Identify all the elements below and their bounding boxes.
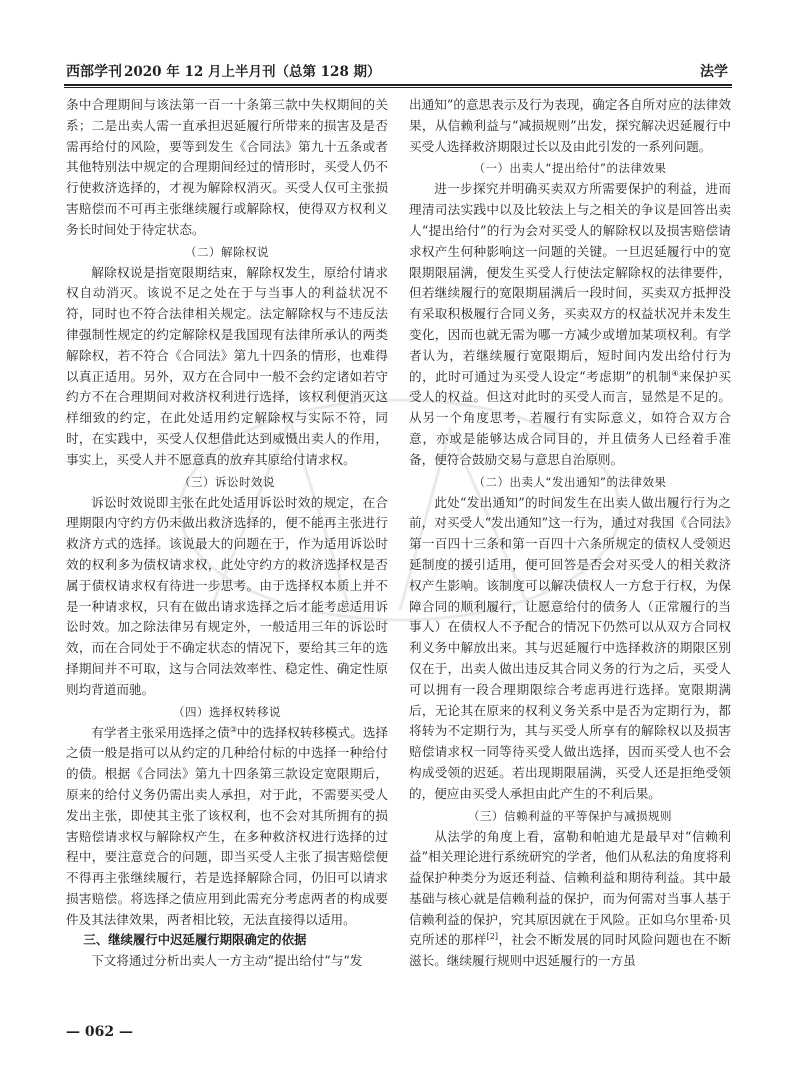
paragraph: 此处“发出通知”的时间发生在出卖人做出履行行为之前，对买受人“发出通知”这一行为，通过对我国《合同法》第一百四十三条和第一百四十六条所规定的债权人受领迟延制度的援引适用，便可回答是否会对买受人的相关救济权产生影响。该制度可以解决债权人一方怠于行权，为保障合同的顺利履行，让愿意给付的债务人（正常履行的当事人）在债权人不予配合的情况下仍然可以从双方合同权利义务中解放出来。其与迟延履行中选择救济的期限区别仅在于，出卖人做出违反其合同义务的行为之后，买受人可以拥有一段合理期限综合考虑再进行选择。宽限期满后，无论其在原来的权利义务关系中是否为定期行为，都将转为不定期行为，其与买受人所享有的解除权以及损害赔偿请求权一同等待买受人做出选择，因而买受人也不会构成受领的迟延。若出现期限届满，买受人还是拒绝受领的，便应由买受人承担由此产生的不利后果。: [409, 494, 731, 801]
paragraph: 出通知”的意思表示及行为表现，确定各自所对应的法律效果，从信赖利益与“减损规则”出发，探究解决迟延履行中买受人选择救济期限过长以及由此引发的一系列问题。: [409, 97, 731, 154]
paragraph-text: 进一步探究并明确买卖双方所需要保护的利益，进而理清司法实践中以及比较法上与之相关的争议是回答出卖人“提出给付”的行为会对买受人的解除权以及损害赔偿请求权产生何种影响这一问题的关键。一旦迟延履行中的宽限期限届满，便发生买受人行使法定解除权的法律要件，但若继续履行的宽限期届满后一段时间，买卖双方抵押没有采取积极履行合同义务，买卖双方的权益状况并未发生变化，因而也就无需为哪一方减少或增加某项权利。有学者认为，若继续履行宽限期后，短时间内发出给付行为的，此时可通过为买受人设定“考虑期”的机制: [409, 181, 731, 384]
paragraph-text: 有学者主张采用选择之债: [91, 724, 230, 740]
header-rule: [64, 84, 732, 86]
left-column: [66, 95, 388, 972]
section-label: 法学: [700, 64, 728, 80]
subsection-heading: （二）出卖人“发出通知”的法律效果: [473, 474, 667, 489]
subsection-heading: （一）出卖人“提出给付”的法律效果: [473, 161, 667, 176]
subsection-heading: （二）解除权说: [185, 244, 269, 259]
paragraph-text: ，社会不断发展的同时风险问题也在不断滋长。继续履行规则中迟延履行的一方虽: [409, 932, 732, 969]
reference-marker: [2]: [486, 932, 499, 942]
paragraph-text: 从法学的角度上看，富勒和帕迪尤是最早对“信赖利益”相关理论进行系统研究的学者，他们从私法的角度将利益保护种类分为返还利益、信赖利益和期待利益。其中最基础与核心就是信赖利益的保护，而为何需对当事人基于信赖利益的保护，究其原因就在于风险。正如乌尔里希·贝克所述的那样: [409, 828, 731, 948]
paragraph: [409, 827, 731, 973]
journal-logo: 西部学刊: [66, 64, 122, 80]
issue-info: 2020 年 12 月上半月刊（总第 128 期）: [124, 64, 381, 80]
paragraph: 解除权说是指宽限期结束，解除权发生，原给付请求权自动消灭。该说不足之处在于与当事人的利益状况不符，同时也不符合法律相关规定。法定解除权与不违反法律强制性规定的约定解除权是我国现有法律所承认的两类解除权，若不符合《合同法》第九十四条的情形，也难得以真正适用。另外，双方在合同中一般不会约定诸如若守约方不在合理期间对救济权利进行选择，该权利便消灭这样细致的约定，在此处适用约定解除权与实际不符，同时，在实践中，买受人仅想借此达到威慑出卖人的作用，事实上，买受人并不愿意真的放弃其原给付请求权。: [66, 264, 388, 467]
subsection-heading: （三）信赖利益的平等保护与减损规则: [468, 808, 672, 823]
paragraph: [66, 723, 388, 931]
paragraph: 诉讼时效说即主张在此处适用诉讼时效的规定，在合理期限内守约方仍未做出救济选择的，便不能再主张进行救济方式的选择。该说最大的问题在于，作为适用诉讼时效的权利多为债权请求权，此处守约方的救济选择权是否属于债权请求权有待进一步思考。由于选择权本质上并不是一种请求权，只有在做出请求选择之后才能考虑适用诉讼时效。加之除法律另有规定外，一般适用三年的诉讼时效，而在合同处于不确定状态的情况下，要给其三年的选择期间并不可取，这与合同法效率性、稳定性、确定性原则均背道而驰。: [66, 494, 388, 697]
header-rule-thin: [64, 87, 732, 88]
right-column: [409, 95, 731, 972]
footnote-marker: ③: [229, 724, 237, 734]
page-number: — 062 —: [66, 1024, 133, 1040]
page-header: [64, 62, 732, 84]
subsection-heading: （三）诉讼时效说: [179, 474, 275, 489]
section-heading: 三、继续履行中迟延履行期限确定的依据: [83, 932, 307, 948]
subsection-heading: （四）选择权转移说: [173, 704, 281, 719]
paragraph: 下文将通过分析出卖人一方主动“提出给付”与“发: [91, 953, 363, 969]
journal-title: [66, 62, 381, 82]
paragraph: [409, 179, 731, 470]
paragraph-text: 中的选择权转移模式。选择之债一般是指可以从约定的几种给付标的中选择一种给付的债。根据《合同法》第九十四条第三款设定宽限期后，原来的给付义务仍需出卖人承担，对于此，不需要买受人发出主张，即使其主张了该权利，也不会对其所拥有的损害赔偿请求权与解除权产生，在多种救济权进行选择的过程中，要注意竞合的问题，即当买受人主张了损害赔偿便不得再主张继续履行，若是选择解除合同，仍旧可以请求损害赔偿。将选择之债应用到此需充分考虑两者的构成要件及其法律效果，两者相比较，无法直接得以适用。: [66, 724, 389, 927]
footnote-marker: ④: [671, 368, 680, 378]
paragraph: 条中合理期间与该法第一百一十条第三款中失权期间的关系；二是出卖人需一直承担迟延履行所带来的损害及是否需再给付的风险，要等到发生《合同法》第九十五条或者其他特别法中规定的合理期间经过的情形时，买受人仍不行使救济选择的，才视为解除权消灭。买受人仅可主张损害赔偿而不可再主张继续履行或解除权，使得双方权利义务长时间处于待定状态。: [66, 97, 388, 237]
paragraph-text: 来保护买受人的权益。但这对此时的买受人而言，显然是不足的。从另一个角度思考，若履行有实际意义，如符合双方合意，亦或是能够达成合同目的，并且债务人已经着手准备，便符合鼓励交易与意思自治原则。: [409, 368, 732, 467]
